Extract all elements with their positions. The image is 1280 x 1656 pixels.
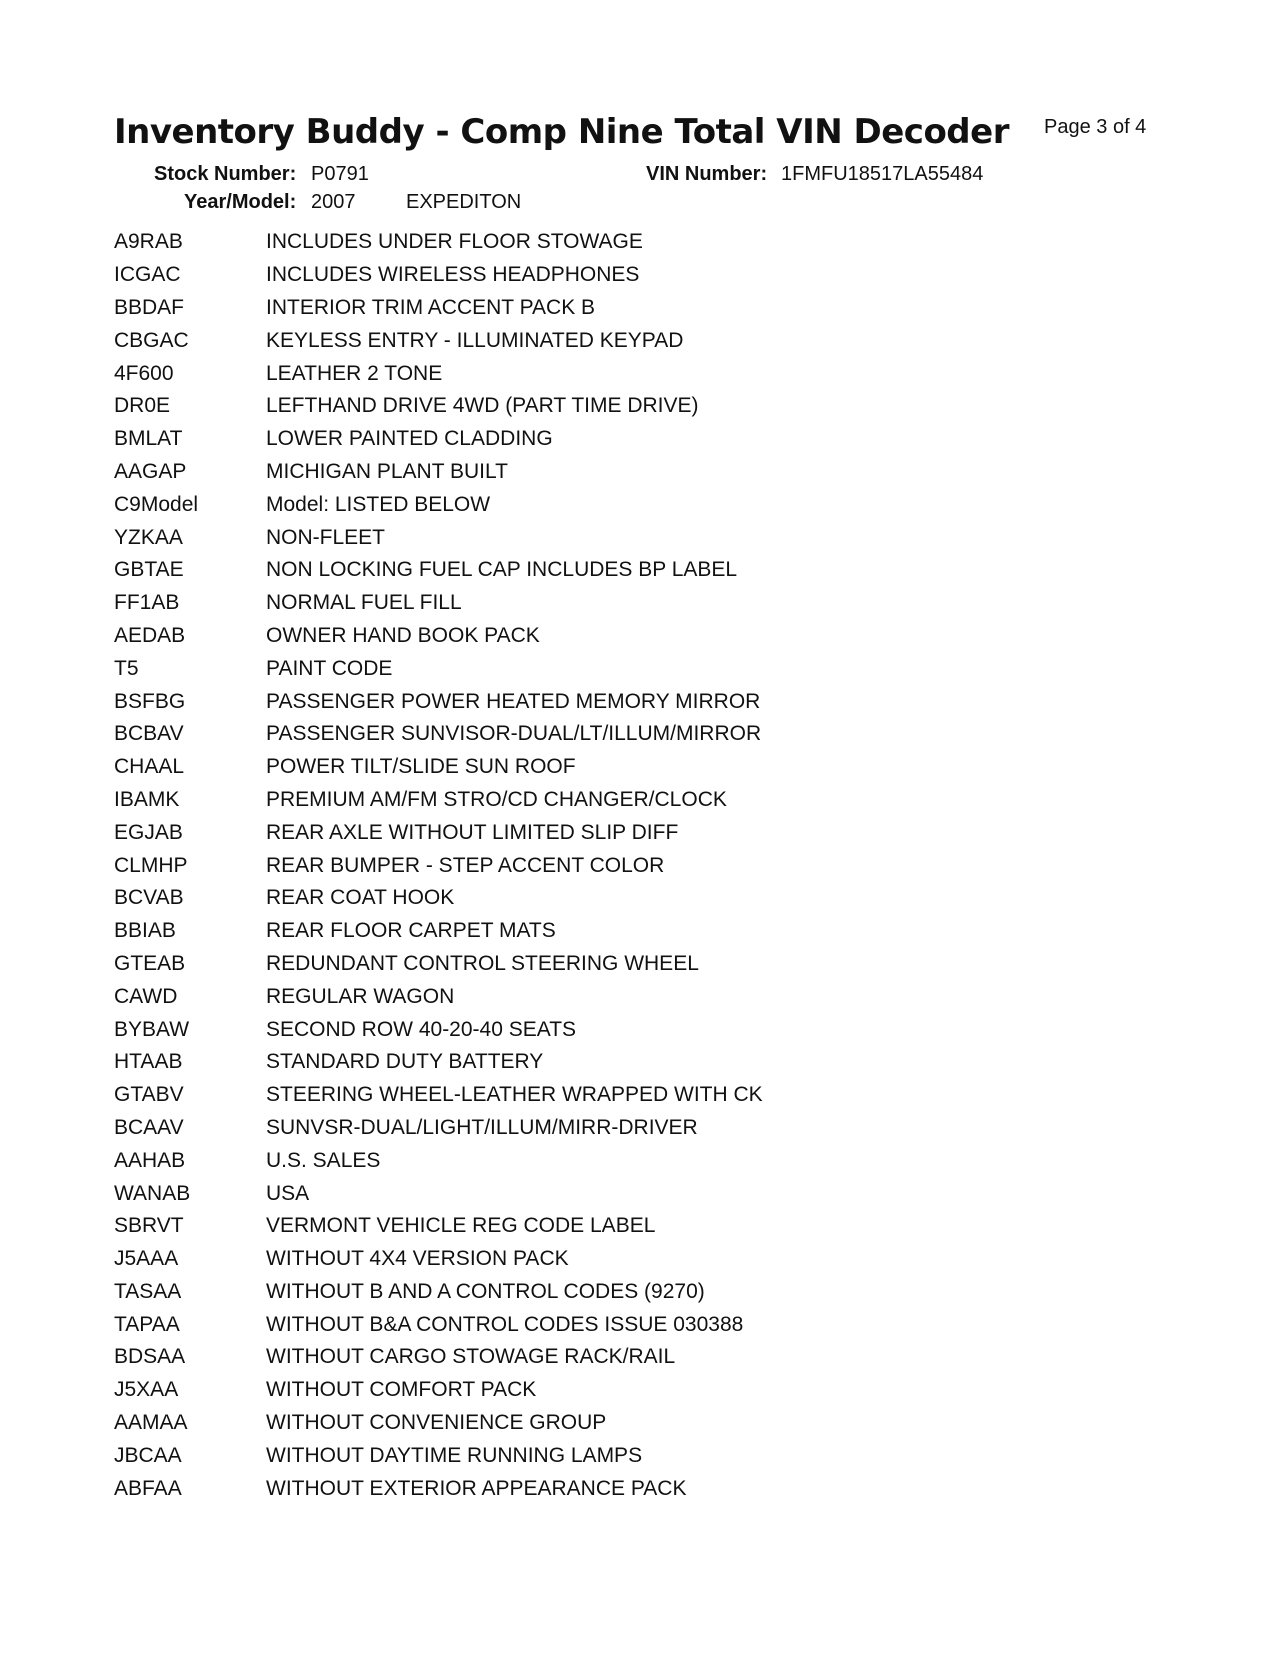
option-row — [114, 1177, 763, 1210]
option-description: REGULAR WAGON — [266, 984, 455, 1008]
option-row — [114, 423, 763, 456]
option-code: T5 — [114, 656, 139, 680]
option-code: IBAMK — [114, 787, 180, 811]
option-row — [114, 259, 763, 292]
option-row — [114, 915, 763, 948]
option-description: REAR BUMPER - STEP ACCENT COLOR — [266, 853, 665, 877]
option-code: EGJAB — [114, 820, 183, 844]
option-row — [114, 1407, 763, 1440]
option-code: GTEAB — [114, 951, 186, 975]
option-row — [114, 1374, 763, 1407]
option-description: STANDARD DUTY BATTERY — [266, 1050, 544, 1074]
option-description: WITHOUT B&A CONTROL CODES ISSUE 030388 — [266, 1312, 744, 1336]
option-code: WANAB — [114, 1181, 191, 1205]
option-row — [114, 1210, 763, 1243]
option-code: GTABV — [114, 1083, 184, 1107]
option-code: AAGAP — [114, 459, 187, 483]
option-description: WITHOUT CARGO STOWAGE RACK/RAIL — [266, 1345, 676, 1369]
option-row — [114, 1013, 763, 1046]
option-row — [114, 554, 763, 587]
option-code: CHAAL — [114, 755, 185, 779]
option-description: PAINT CODE — [266, 656, 393, 680]
option-row — [114, 980, 763, 1013]
option-description: OWNER HAND BOOK PACK — [266, 623, 540, 647]
option-description: INCLUDES WIRELESS HEADPHONES — [266, 263, 640, 287]
option-code: DR0E — [114, 394, 171, 418]
option-code: ABFAA — [114, 1476, 182, 1500]
option-code: BDSAA — [114, 1345, 186, 1369]
option-description: LOWER PAINTED CLADDING — [266, 427, 553, 451]
option-code: GBTAE — [114, 558, 184, 582]
option-description: NON LOCKING FUEL CAP INCLUDES BP LABEL — [266, 558, 738, 582]
option-description: STEERING WHEEL-LEATHER WRAPPED WITH CK — [266, 1083, 763, 1107]
option-description: PASSENGER SUNVISOR-DUAL/LT/ILLUM/MIRROR — [266, 722, 762, 746]
option-row — [114, 1472, 763, 1505]
option-description: REDUNDANT CONTROL STEERING WHEEL — [266, 951, 699, 975]
option-row — [114, 948, 763, 981]
option-description: REAR COAT HOOK — [266, 886, 455, 910]
option-code: AAHAB — [114, 1148, 186, 1172]
option-code: YZKAA — [114, 525, 183, 549]
option-code: CLMHP — [114, 853, 188, 877]
option-code-list — [114, 226, 763, 1505]
option-row — [114, 226, 763, 259]
option-description: WITHOUT COMFORT PACK — [266, 1378, 537, 1402]
option-row — [114, 1112, 763, 1145]
vin-number-label: VIN Number: — [646, 163, 768, 185]
option-description: INTERIOR TRIM ACCENT PACK B — [266, 295, 596, 319]
option-code: SBRVT — [114, 1214, 184, 1238]
option-row — [114, 882, 763, 915]
option-row — [114, 357, 763, 390]
option-description: SECOND ROW 40-20-40 SEATS — [266, 1017, 577, 1041]
option-row — [114, 521, 763, 554]
option-code: A9RAB — [114, 230, 183, 254]
option-code: AAMAA — [114, 1411, 188, 1435]
option-description: U.S. SALES — [266, 1148, 381, 1172]
option-code: BBIAB — [114, 919, 176, 943]
option-code: TASAA — [114, 1279, 182, 1303]
option-description: WITHOUT DAYTIME RUNNING LAMPS — [266, 1443, 643, 1467]
option-description: MICHIGAN PLANT BUILT — [266, 459, 508, 483]
option-row — [114, 324, 763, 357]
option-row — [114, 685, 763, 718]
option-code: CBGAC — [114, 328, 189, 352]
option-row — [114, 620, 763, 653]
year-value: 2007 — [311, 191, 356, 213]
option-row — [114, 784, 763, 817]
option-description: WITHOUT CONVENIENCE GROUP — [266, 1411, 607, 1435]
page-title: Inventory Buddy - Comp Nine Total VIN Decoder — [114, 112, 1009, 152]
option-row — [114, 652, 763, 685]
stock-number-label: Stock Number: — [154, 163, 297, 185]
option-description: VERMONT VEHICLE REG CODE LABEL — [266, 1214, 656, 1238]
option-description: LEATHER 2 TONE — [266, 361, 443, 385]
option-row — [114, 816, 763, 849]
option-code: FF1AB — [114, 591, 180, 615]
option-code: CAWD — [114, 984, 178, 1008]
option-description: WITHOUT EXTERIOR APPEARANCE PACK — [266, 1476, 687, 1500]
option-description: Model: LISTED BELOW — [266, 492, 491, 516]
option-code: J5AAA — [114, 1247, 179, 1271]
option-row — [114, 1341, 763, 1374]
option-description: KEYLESS ENTRY - ILLUMINATED KEYPAD — [266, 328, 684, 352]
option-row — [114, 488, 763, 521]
option-description: NON-FLEET — [266, 525, 386, 549]
option-code: BCBAV — [114, 722, 184, 746]
option-code: BCVAB — [114, 886, 184, 910]
option-code: TAPAA — [114, 1312, 180, 1336]
option-code: BSFBG — [114, 689, 186, 713]
option-row — [114, 1308, 763, 1341]
option-code: JBCAA — [114, 1443, 182, 1467]
vin-number-value: 1FMFU18517LA55484 — [781, 163, 984, 185]
page-indicator: Page 3 of 4 — [1044, 116, 1147, 138]
option-row — [114, 1243, 763, 1276]
option-description: WITHOUT 4X4 VERSION PACK — [266, 1247, 569, 1271]
option-code: C9Model — [114, 492, 199, 516]
option-row — [114, 1276, 763, 1309]
model-value: EXPEDITON — [406, 191, 522, 213]
option-description: REAR FLOOR CARPET MATS — [266, 919, 556, 943]
option-description: INCLUDES UNDER FLOOR STOWAGE — [266, 230, 643, 254]
option-row — [114, 849, 763, 882]
option-description: SUNVSR-DUAL/LIGHT/ILLUM/MIRR-DRIVER — [266, 1115, 698, 1139]
option-code: AEDAB — [114, 623, 186, 647]
option-row — [114, 456, 763, 489]
option-row — [114, 587, 763, 620]
option-description: PREMIUM AM/FM STRO/CD CHANGER/CLOCK — [266, 787, 727, 811]
option-row — [114, 1439, 763, 1472]
option-description: USA — [266, 1181, 310, 1205]
option-code: ICGAC — [114, 263, 181, 287]
option-description: NORMAL FUEL FILL — [266, 591, 462, 615]
option-code: BBDAF — [114, 295, 185, 319]
option-row — [114, 1144, 763, 1177]
option-code: J5XAA — [114, 1378, 179, 1402]
option-description: REAR AXLE WITHOUT LIMITED SLIP DIFF — [266, 820, 679, 844]
option-description: WITHOUT B AND A CONTROL CODES (9270) — [266, 1279, 705, 1303]
option-row — [114, 1046, 763, 1079]
option-code: 4F600 — [114, 361, 174, 385]
option-code: BMLAT — [114, 427, 183, 451]
year-model-label: Year/Model: — [184, 191, 297, 213]
stock-number-value: P0791 — [311, 163, 369, 185]
option-description: PASSENGER POWER HEATED MEMORY MIRROR — [266, 689, 761, 713]
option-row — [114, 751, 763, 784]
option-description: POWER TILT/SLIDE SUN ROOF — [266, 755, 576, 779]
option-code: HTAAB — [114, 1050, 183, 1074]
option-row — [114, 718, 763, 751]
option-code: BYBAW — [114, 1017, 190, 1041]
option-row — [114, 292, 763, 325]
option-row — [114, 390, 763, 423]
option-row — [114, 1079, 763, 1112]
option-code: BCAAV — [114, 1115, 184, 1139]
option-description: LEFTHAND DRIVE 4WD (PART TIME DRIVE) — [266, 394, 699, 418]
